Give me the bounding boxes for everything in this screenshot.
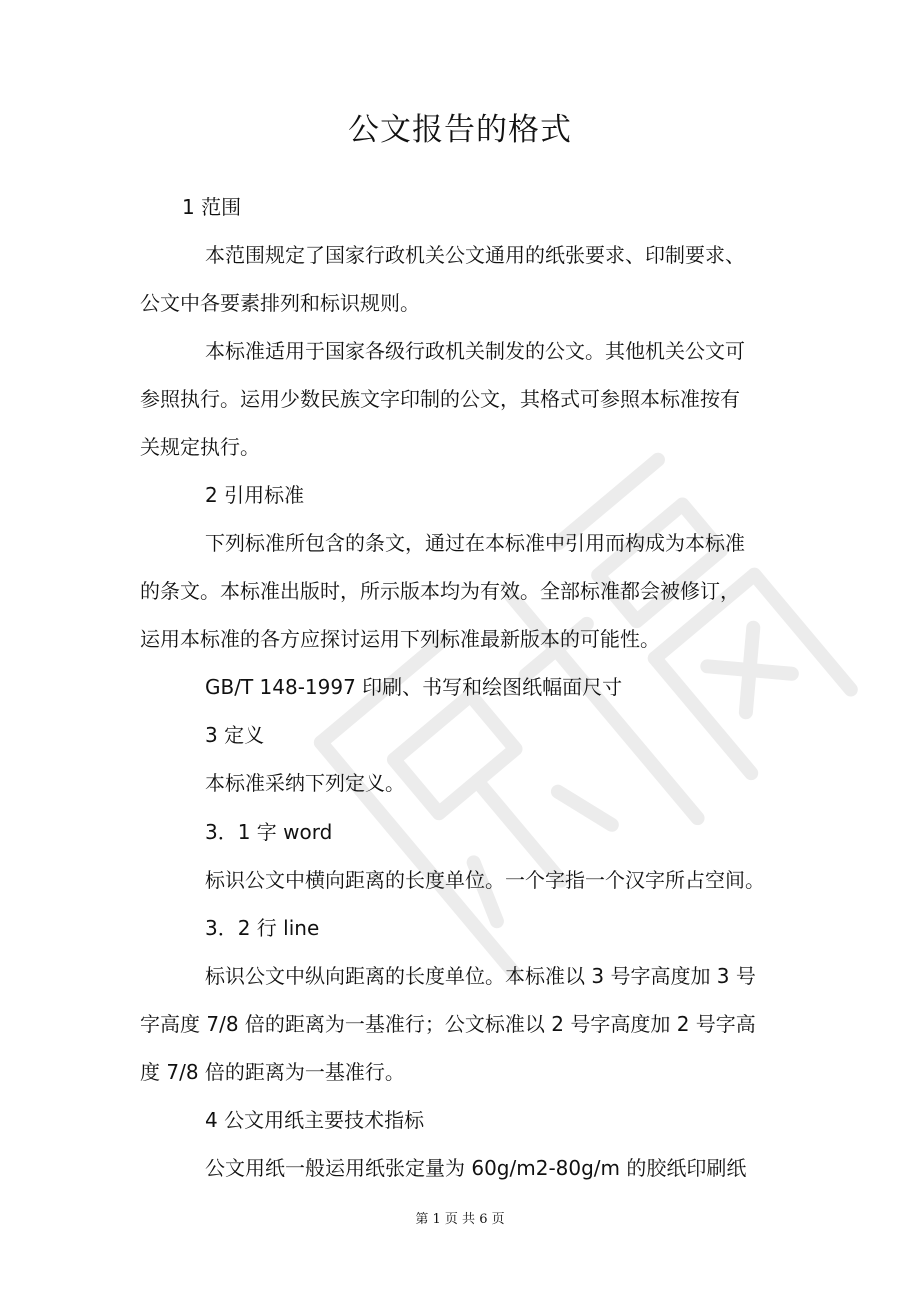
subsection-heading-line: 3．2 行 line [205,916,320,940]
section-heading-definitions: 3 定义 [205,723,265,747]
paragraph-line: 本标准采纳下列定义。 [205,771,405,795]
paragraph-line: 参照执行。运用少数民族文字印制的公文，其格式可参照本标准按有 [140,387,740,411]
paragraph-line: 标识公文中横向距离的长度单位。一个字指一个汉字所占空间。 [205,868,765,892]
page-footer: 第 1 页 共 6 页 [415,1212,505,1227]
paragraph-line: 本标准适用于国家各级行政机关制发的公文。其他机关公文可 [205,339,745,363]
paragraph-line: 下列标准所包含的条文，通过在本标准中引用而构成为本标准 [205,531,745,555]
section-heading-scope: 1 范围 [182,195,242,219]
document-title: 公文报告的格式 [348,112,572,148]
paragraph-line: 标识公文中纵向距离的长度单位。本标准以 3 号字高度加 3 号 [205,964,756,988]
paragraph-line: 的条文。本标准出版时，所示版本均为有效。全部标准都会被修订， [140,579,740,603]
paragraph-line: 本范围规定了国家行政机关公文通用的纸张要求、印制要求、 [205,243,745,267]
subsection-heading-word: 3．1 字 word [205,820,333,844]
paragraph-line: 度 7/8 倍的距离为一基准行。 [140,1060,405,1084]
paragraph-line: 关规定执行。 [140,435,260,459]
section-heading-references: 2 引用标准 [205,483,305,507]
paragraph-line: 字高度 7/8 倍的距离为一基准行；公文标准以 2 号字高度加 2 号字高 [140,1012,756,1036]
section-heading-paper: 4 公文用纸主要技术指标 [205,1108,425,1132]
paragraph-line: 公文中各要素排列和标识规则。 [140,291,420,315]
paragraph-line: 运用本标准的各方应探讨运用下列标准最新版本的可能性。 [140,627,660,651]
paragraph-line: 公文用纸一般运用纸张定量为 60g/m2-80g/m 的胶纸印刷纸 [205,1156,747,1180]
watermark-stamp [240,420,860,1020]
reference-standard: GB/T 148-1997 印刷、书写和绘图纸幅面尺寸 [205,675,623,699]
